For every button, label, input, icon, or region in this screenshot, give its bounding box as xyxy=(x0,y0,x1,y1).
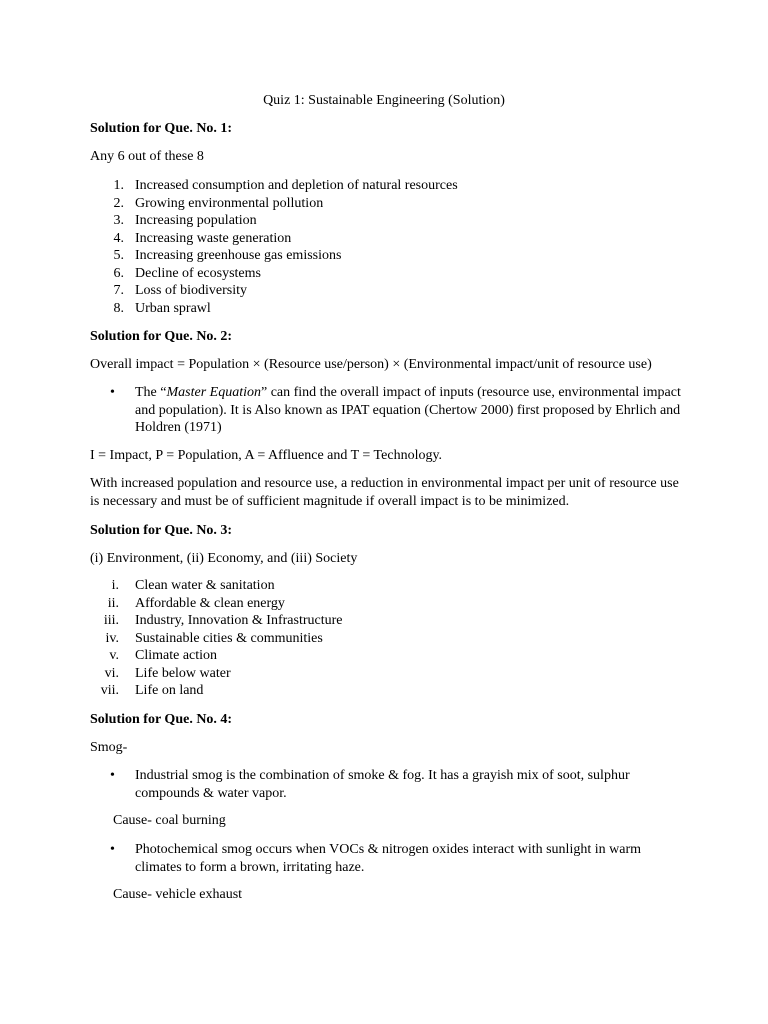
list-number: i. xyxy=(111,578,119,593)
q3-heading: Solution for Que. No. 3: xyxy=(90,523,233,538)
q1-heading: Solution for Que. No. 1: xyxy=(90,121,233,136)
list-text: Sustainable cities & communities xyxy=(135,630,323,646)
bullet-line: climates to form a brown, irritating haze. xyxy=(135,859,365,875)
bullet-line xyxy=(135,384,681,402)
list-number: ii. xyxy=(107,595,119,611)
master-equation-term: Master Equation xyxy=(166,385,261,400)
q3-intro: (i) Environment, (ii) Economy, and (iii) Society xyxy=(90,551,358,566)
bullet-line: Photochemical smog occurs when VOCs & nitrogen oxides interact with sunlight in warm xyxy=(135,842,641,857)
bullet-icon: • xyxy=(110,385,115,400)
cause-text: Cause- coal burning xyxy=(113,813,226,828)
list-text: Life on land xyxy=(135,683,204,698)
list-number: 7. xyxy=(113,283,124,298)
bullet-icon: • xyxy=(110,768,115,783)
list-text: Loss of biodiversity xyxy=(135,283,247,298)
list-number: 3. xyxy=(113,213,124,228)
list-text: Increasing greenhouse gas emissions xyxy=(135,248,342,263)
list-number: 4. xyxy=(113,230,124,246)
list-text: Increasing population xyxy=(135,213,257,228)
list-number: 5. xyxy=(113,248,124,263)
q4-intro: Smog- xyxy=(90,740,128,755)
bullet-line: Industrial smog is the combination of smoke & fog. It has a grayish mix of soot, sulphur xyxy=(135,768,630,783)
cause-text: Cause- vehicle exhaust xyxy=(113,887,243,902)
list-text: Industry, Innovation & Infrastructure xyxy=(135,613,343,628)
q1-intro: Any 6 out of these 8 xyxy=(90,149,204,164)
list-text: Life below water xyxy=(135,665,231,681)
bullet-text-post: ” can find the overall impact of inputs (resource use, environmental impact xyxy=(260,385,681,400)
list-text: Urban sprawl xyxy=(135,300,211,316)
list-number: vi. xyxy=(104,665,119,681)
list-number: iv. xyxy=(105,630,119,646)
list-text: Decline of ecosystems xyxy=(135,265,261,281)
bullet-icon: • xyxy=(110,842,115,857)
list-number: v. xyxy=(109,648,119,663)
bullet-text-pre: The “ xyxy=(135,385,167,400)
paragraph-line: is necessary and must be of sufficient magnitude if overall impact is to be minimized. xyxy=(90,493,570,509)
list-number: 2. xyxy=(113,195,124,211)
list-number: iii. xyxy=(103,613,119,628)
bullet-line: Holdren (1971) xyxy=(135,420,222,435)
bullet-line: compounds & water vapor. xyxy=(135,785,287,801)
q4-heading: Solution for Que. No. 4: xyxy=(90,712,233,727)
list-number: vii. xyxy=(100,683,119,698)
list-text: Climate action xyxy=(135,648,218,663)
ipat-definitions: I = Impact, P = Population, A = Affluence and T = Technology. xyxy=(90,448,443,463)
impact-equation: Overall impact = Population × (Resource use/person) × (Environmental impact/unit of resource use) xyxy=(90,357,652,372)
list-text: Growing environmental pollution xyxy=(135,195,324,211)
paragraph-line: With increased population and resource use, a reduction in environmental impact per unit of resource use xyxy=(90,476,679,491)
list-text: Clean water & sanitation xyxy=(135,578,275,593)
list-text: Increasing waste generation xyxy=(135,230,292,246)
list-number: 1. xyxy=(113,178,124,193)
list-number: 8. xyxy=(113,300,124,316)
document-title: Quiz 1: Sustainable Engineering (Solution) xyxy=(263,93,505,108)
list-text: Affordable & clean energy xyxy=(135,595,285,611)
bullet-line: and population). It is Also known as IPAT equation (Chertow 2000) first proposed by Ehrlich and xyxy=(135,402,681,418)
q2-heading: Solution for Que. No. 2: xyxy=(90,329,233,344)
list-text: Increased consumption and depletion of natural resources xyxy=(135,178,458,193)
list-number: 6. xyxy=(113,265,124,281)
